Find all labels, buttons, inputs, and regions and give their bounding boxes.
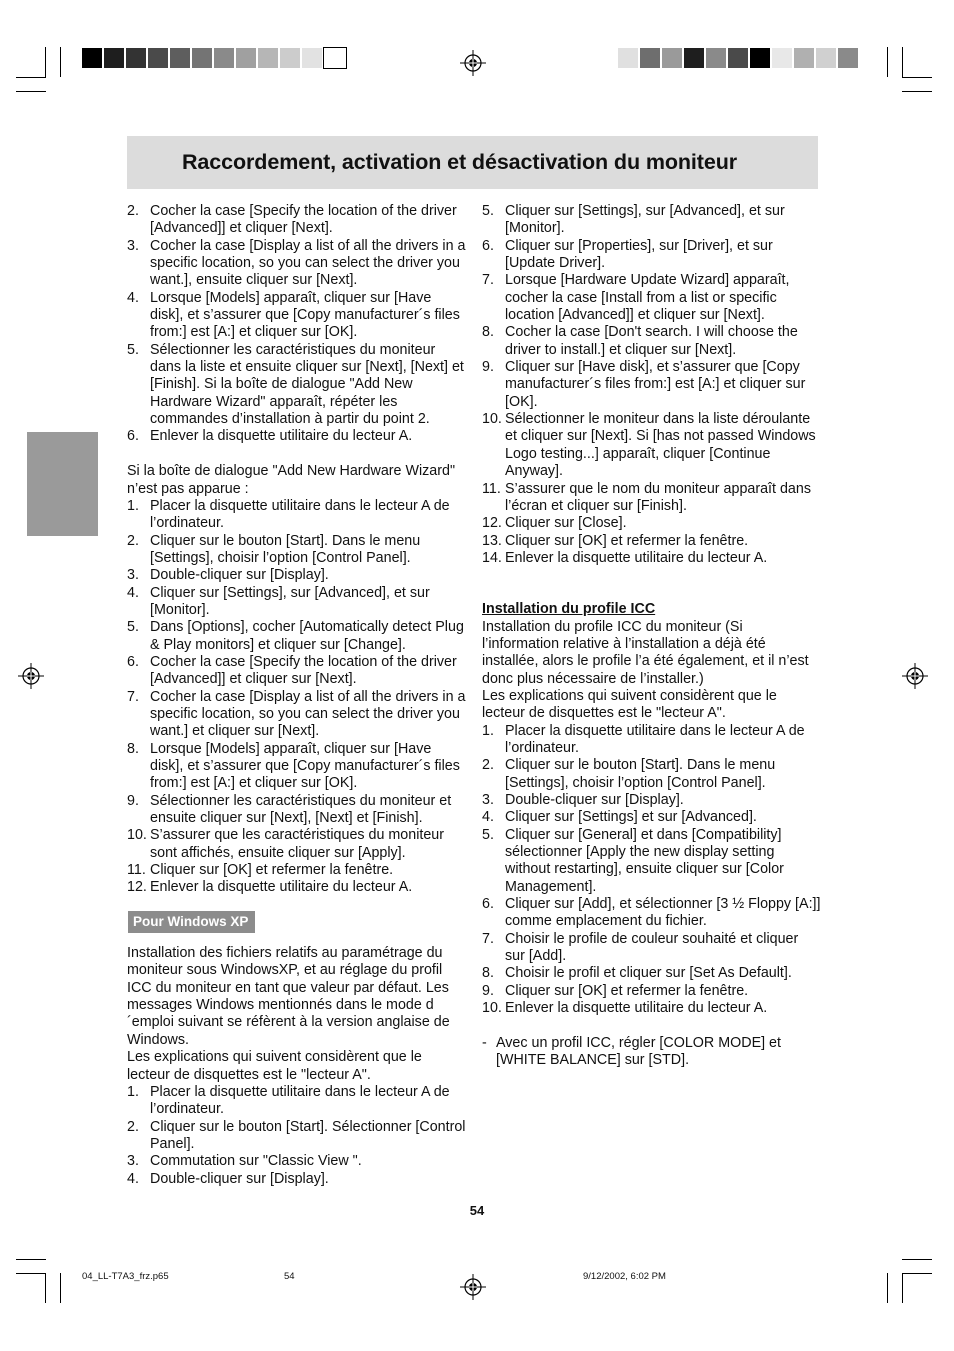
list-item-text: Cliquer sur [General] et dans [Compatibility] sélectionner [Apply the new display setting without restarting], ensuite cliquer sur [Color Management]. xyxy=(505,826,784,895)
list-item xyxy=(482,809,822,826)
left-column xyxy=(127,203,467,1188)
footer-page: 54 xyxy=(284,1271,295,1282)
right-color-swatch-bar xyxy=(618,48,860,68)
list-item-number: 9. xyxy=(482,982,494,999)
list-item xyxy=(482,324,822,359)
list-item-number: 9. xyxy=(482,359,494,376)
instruction-list xyxy=(127,203,467,446)
list-item-number: 7. xyxy=(127,688,139,705)
list-item xyxy=(482,272,822,324)
note-item xyxy=(482,1035,822,1070)
color-swatch xyxy=(838,48,860,68)
list-item-number: 1. xyxy=(482,722,494,739)
color-swatch xyxy=(192,48,214,68)
color-swatch xyxy=(640,48,662,68)
list-item-number: 5. xyxy=(482,826,494,843)
list-item xyxy=(127,689,467,741)
list-item-number: 5. xyxy=(127,341,139,358)
list-item-text: Double-cliquer sur [Display]. xyxy=(505,792,684,808)
list-item-text: Cocher la case [Display a list of all the drivers in a specific location, so you can select the driver you want.], ensuite cliquer sur [Next]. xyxy=(150,237,466,289)
footer-filename: 04_LL-T7A3_frz.p65 xyxy=(82,1271,169,1282)
list-item xyxy=(482,411,822,480)
list-item-text: Dans [Options], cocher [Automatically detect Plug & Play monitors] et cliquer sur [Change]. xyxy=(150,619,464,653)
registration-mark-icon xyxy=(18,663,44,689)
color-swatch xyxy=(148,48,170,68)
list-item-number: 12. xyxy=(127,879,147,896)
list-item-number: 2. xyxy=(127,532,139,549)
paragraph: Les explications qui suivent considèrent que le lecteur de disquettes est le "lecteur A". xyxy=(127,1049,422,1083)
list-item xyxy=(127,793,467,828)
list-item-number: 2. xyxy=(482,757,494,774)
list-item-text: Cliquer sur [Settings], sur [Advanced], et sur [Monitor]. xyxy=(150,584,430,618)
list-item-number: 6. xyxy=(127,428,139,445)
list-item-text: Placer la disquette utilitaire dans le lecteur A de l’ordinateur. xyxy=(150,497,450,532)
list-item-number: 5. xyxy=(482,203,494,219)
list-item-number: 2. xyxy=(127,203,139,219)
registration-mark-icon xyxy=(460,1274,486,1300)
list-item-number: 3. xyxy=(127,237,139,254)
list-item-number: 10. xyxy=(482,411,502,428)
list-item xyxy=(482,533,822,550)
list-item xyxy=(127,585,467,620)
list-item xyxy=(127,342,467,429)
list-item-number: 7. xyxy=(482,930,494,947)
list-item-text: Enlever la disquette utilitaire du lecteur A. xyxy=(150,428,413,445)
list-item xyxy=(482,515,822,532)
list-item-text: Enlever la disquette utilitaire du lecteur A. xyxy=(150,879,413,896)
list-item-number: 13. xyxy=(482,532,502,549)
list-item xyxy=(482,481,822,516)
list-item xyxy=(127,533,467,568)
list-item-text: Commutation sur "Classic View ". xyxy=(150,1153,362,1170)
list-item-number: 9. xyxy=(127,792,139,809)
list-item xyxy=(482,965,822,982)
list-item-text: Choisir le profile de couleur souhaité et cliquer sur [Add]. xyxy=(505,930,799,965)
list-item xyxy=(127,619,467,654)
color-swatch xyxy=(324,48,346,68)
page-number: 54 xyxy=(469,1203,485,1218)
instruction-list xyxy=(482,203,822,567)
footer-date: 9/12/2002, 6:02 PM xyxy=(583,1271,666,1282)
list-item xyxy=(127,827,467,862)
list-item xyxy=(127,498,467,533)
list-item-text: Cliquer sur [Properties], sur [Driver], et sur [Update Driver]. xyxy=(505,237,773,272)
color-swatch xyxy=(662,48,684,68)
list-item-number: 12. xyxy=(482,515,502,532)
color-swatch xyxy=(280,48,302,68)
list-item-text: Cliquer sur [OK] et refermer la fenêtre. xyxy=(505,532,749,549)
list-item xyxy=(127,1119,467,1154)
paragraph: Les explications qui suivent considèrent que le lecteur de disquettes est le "lecteur A". xyxy=(482,687,777,722)
list-item-text: Cocher la case [Specify the location of the driver [Advanced]] et cliquer sur [Next]. xyxy=(150,653,457,688)
list-item xyxy=(482,827,822,896)
list-item xyxy=(127,567,467,584)
color-swatch xyxy=(706,48,728,68)
list-item-number: 14. xyxy=(482,549,502,566)
list-item xyxy=(482,359,822,411)
registration-mark-icon xyxy=(902,663,928,689)
list-item-number: 3. xyxy=(127,1153,139,1170)
list-item xyxy=(482,723,822,758)
list-item-text: Cocher la case [Display a list of all the drivers in a specific location, so you can select the driver you want.] et cliquer sur [Next]. xyxy=(150,688,466,740)
list-item xyxy=(127,741,467,793)
list-item-text: Placer la disquette utilitaire dans le lecteur A de l’ordinateur. xyxy=(150,1083,450,1118)
list-item xyxy=(127,428,467,445)
list-item-text: Cliquer sur le bouton [Start]. Sélectionner [Control Panel]. xyxy=(150,1118,466,1152)
list-item-text: Cliquer sur [OK] et refermer la fenêtre. xyxy=(505,982,749,999)
list-item-text: Double-cliquer sur [Display]. xyxy=(150,1170,329,1187)
color-swatch xyxy=(126,48,148,68)
list-item-text: Double-cliquer sur [Display]. xyxy=(150,567,329,584)
list-item-number: 1. xyxy=(127,1083,139,1100)
note-text: Avec un profil ICC, régler [COLOR MODE] et [WHITE BALANCE] sur [STD]. xyxy=(496,1034,781,1069)
list-item-text: S’assurer que le nom du moniteur apparaît dans l’écran et cliquer sur [Finish]. xyxy=(505,480,811,514)
list-item-text: S’assurer que les caractéristiques du moniteur sont affichés, ensuite cliquer sur [Apply]. xyxy=(150,827,445,861)
color-swatch xyxy=(618,48,640,68)
list-item-number: 8. xyxy=(482,965,494,982)
page-title: Raccordement, activation et désactivation du moniteur xyxy=(182,150,738,174)
list-item-number: 6. xyxy=(127,653,139,670)
instruction-list xyxy=(482,723,822,1018)
list-item xyxy=(127,654,467,689)
list-item xyxy=(127,203,467,238)
registration-mark-icon xyxy=(460,50,486,76)
list-item-number: 6. xyxy=(482,237,494,254)
list-item xyxy=(482,550,822,567)
list-item-text: Cocher la case [Don't search. I will choose the driver to install.] et cliquer sur [Next]. xyxy=(505,324,798,358)
paragraph: Installation des fichiers relatifs au paramétrage du moniteur sous WindowsXP, et au réglage du profil ICC du moniteur en tant que valeur par défaut. Les messages Windows mentionnés dans le mode d´emploi suivant se réfèrent à la version anglaise de Windows. xyxy=(127,945,450,1048)
list-item-number: 7. xyxy=(482,272,494,289)
section-badge-windows-xp: Pour Windows XP xyxy=(128,911,255,933)
list-item-text: Cliquer sur [Have disk], et s’assurer que [Copy manufacturer´s files from:] est [A:] et cliquer sur [OK]. xyxy=(505,359,806,410)
color-swatch xyxy=(816,48,838,68)
list-item-text: Lorsque [Models] apparaît, cliquer sur [Have disk], et s’assurer que [Copy manufacturer´s files from:] est [A:] et cliquer sur [OK]. xyxy=(150,289,460,341)
list-item-text: Cliquer sur [OK] et refermer la fenêtre. xyxy=(150,862,394,879)
color-swatch xyxy=(104,48,126,68)
list-item-number: 4. xyxy=(127,584,139,601)
instruction-list xyxy=(127,1084,467,1188)
list-item xyxy=(127,238,467,290)
list-item xyxy=(482,757,822,792)
left-color-swatch-bar xyxy=(82,48,346,68)
list-item xyxy=(482,792,822,809)
list-item xyxy=(127,862,467,879)
color-swatch xyxy=(214,48,236,68)
list-item xyxy=(127,290,467,342)
paragraph: Si la boîte de dialogue "Add New Hardware Wizard" n’est pas apparue : xyxy=(127,463,456,497)
color-swatch xyxy=(772,48,794,68)
color-swatch xyxy=(684,48,706,68)
instruction-list xyxy=(127,498,467,897)
list-item-number: 1. xyxy=(127,497,139,514)
list-item-number: 11. xyxy=(482,480,501,497)
list-item-text: Sélectionner le moniteur dans la liste déroulante et cliquer sur [Next]. Si [has not passed Windows Logo testing...] apparaît, cliquer [Continue Anyway]. xyxy=(505,411,816,480)
list-item-number: 6. xyxy=(482,896,494,913)
list-item-number: 2. xyxy=(127,1118,139,1135)
list-item-number: 4. xyxy=(127,289,139,306)
right-column xyxy=(482,203,822,1070)
color-swatch xyxy=(750,48,772,68)
list-item-text: Cliquer sur [Close]. xyxy=(505,515,627,532)
list-item-number: 10. xyxy=(127,827,147,844)
list-item-number: 5. xyxy=(127,619,139,636)
list-item-text: Cliquer sur le bouton [Start]. Dans le menu [Settings], choisir l’option [Control Panel]. xyxy=(505,757,776,791)
list-item-text: Sélectionner les caractéristiques du moniteur dans la liste et ensuite cliquer sur [Next], [Next] et [Finish]. Si la boîte de dialogue "Add New Hardware Wizard" apparaît, répéter les commandes d’installation à partir du point 2. xyxy=(150,341,464,428)
list-item-number: 4. xyxy=(127,1170,139,1187)
color-swatch xyxy=(302,48,324,68)
list-item xyxy=(127,879,467,896)
list-item-text: Sélectionner les caractéristiques du moniteur et ensuite cliquer sur [Next], [Next] et [Finish]. xyxy=(150,792,452,827)
list-item-number: 8. xyxy=(482,324,494,341)
list-item-text: Placer la disquette utilitaire dans le lecteur A de l’ordinateur. xyxy=(505,722,805,756)
list-item-number: 3. xyxy=(127,567,139,584)
list-item-text: Enlever la disquette utilitaire du lecteur A. xyxy=(505,1000,768,1017)
list-item-number: 10. xyxy=(482,1000,502,1017)
side-tab-marker xyxy=(27,432,98,536)
color-swatch xyxy=(82,48,104,68)
color-swatch xyxy=(170,48,192,68)
color-swatch xyxy=(794,48,816,68)
list-item-number: 8. xyxy=(127,740,139,757)
list-item xyxy=(127,1153,467,1170)
section-heading-icc: Installation du profile ICC xyxy=(482,601,656,618)
color-swatch xyxy=(728,48,750,68)
list-item-text: Lorsque [Hardware Update Wizard] apparaît, cocher la case [Install from a list or specific location [Advanced]] et cliquer sur [Next]. xyxy=(505,272,790,324)
list-item-text: Choisir le profil et cliquer sur [Set As Default]. xyxy=(505,965,792,982)
paragraph: Installation du profile ICC du moniteur (Si l’information relative à l’installation a déjà été installée, alors le profile l’a été également, et il n’est donc plus nécessaire de l’installer.) xyxy=(482,618,809,687)
list-item xyxy=(127,1171,467,1188)
list-item-number: 3. xyxy=(482,792,494,808)
list-item xyxy=(482,203,822,238)
list-item-text: Enlever la disquette utilitaire du lecteur A. xyxy=(505,549,768,566)
list-item-text: Cliquer sur le bouton [Start]. Dans le menu [Settings], choisir l’option [Control Panel]. xyxy=(150,532,421,566)
list-item xyxy=(482,1000,822,1017)
list-item-text: Cliquer sur [Settings], sur [Advanced], et sur [Monitor]. xyxy=(505,203,785,237)
color-swatch xyxy=(258,48,280,68)
list-item-text: Lorsque [Models] apparaît, cliquer sur [Have disk], et s’assurer que [Copy manufacturer´s files from:] est [A:] et cliquer sur [OK]. xyxy=(150,740,460,792)
color-swatch xyxy=(236,48,258,68)
list-item-text: Cliquer sur [Add], et sélectionner [3 ½ Floppy [A:]] comme emplacement du fichier. xyxy=(505,896,821,930)
list-item xyxy=(482,238,822,273)
list-item xyxy=(127,1084,467,1119)
list-item-text: Cliquer sur [Settings] et sur [Advanced]. xyxy=(505,809,757,826)
list-item-text: Cocher la case [Specify the location of the driver [Advanced]] et cliquer [Next]. xyxy=(150,203,457,237)
note-dash: - xyxy=(482,1034,487,1051)
list-item-number: 4. xyxy=(482,809,494,826)
list-item xyxy=(482,896,822,931)
list-item xyxy=(482,983,822,1000)
title-band xyxy=(127,136,818,189)
list-item xyxy=(482,931,822,966)
list-item-number: 11. xyxy=(127,862,146,879)
